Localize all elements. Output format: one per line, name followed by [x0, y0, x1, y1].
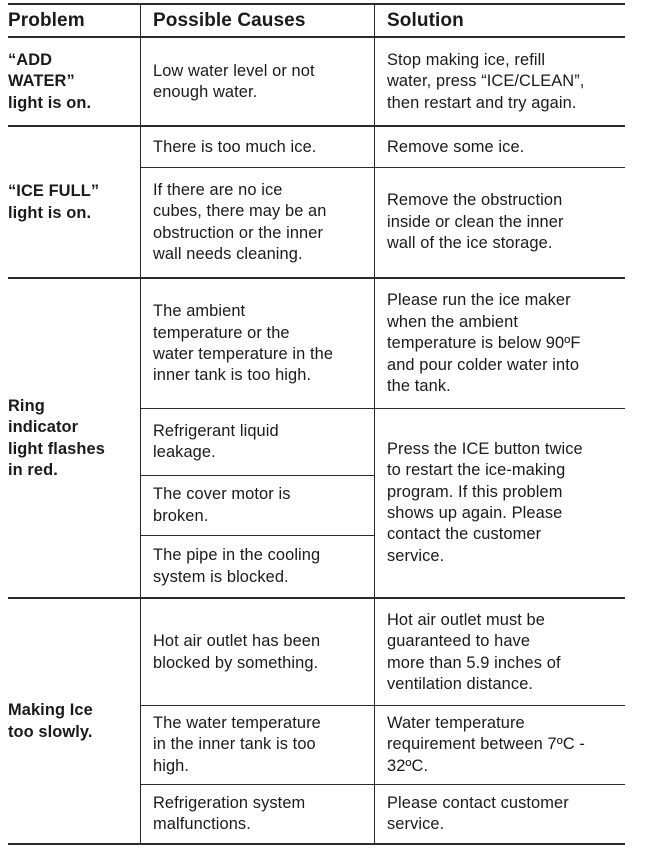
- bottom-border: [8, 843, 625, 845]
- solution-cell: [387, 600, 625, 705]
- cause-text: Refrigeration system malfunctions.: [153, 793, 306, 833]
- solution-text: Press the ICE button twice to restart the ice-making program. If this problem shows up again. Please contact the customer service.: [387, 439, 583, 565]
- solution-cell: [387, 280, 625, 408]
- cause-text: The cover motor is broken.: [153, 485, 291, 525]
- solution-cell: [387, 706, 625, 784]
- solution-text: Please run the ice maker when the ambient temperature is below 90ºF and pour colder water into the tank.: [387, 291, 581, 396]
- problem-cell: [8, 600, 138, 843]
- solution-text: Stop making ice, refill water, press “ICE/CLEAN”, then restart and try again.: [387, 50, 585, 112]
- group-divider: [8, 597, 625, 599]
- cause-text: Low water level or not enough water.: [153, 61, 315, 101]
- cause-text: Hot air outlet has been blocked by something.: [153, 632, 321, 672]
- cause-text: The water temperature in the inner tank is too high.: [153, 713, 321, 775]
- problem-text: Ring indicator light flashes in red.: [8, 396, 105, 479]
- problem-cell: [8, 280, 138, 597]
- shared-solution-cell: [387, 409, 625, 597]
- group-divider: [8, 277, 625, 279]
- solution-text: Water temperature requirement between 7ºC - 32ºC.: [387, 713, 585, 775]
- solution-text: Remove the obstruction inside or clean the inner wall of the ice storage.: [387, 191, 564, 253]
- cause-cell: [153, 600, 373, 705]
- header-problem-text: Problem: [8, 9, 85, 31]
- cause-cell: [153, 476, 373, 535]
- problem-text: “ICE FULL” light is on.: [8, 182, 100, 222]
- problem-cell: [8, 128, 138, 277]
- group-divider: [8, 125, 625, 127]
- cause-text: Refrigerant liquid leakage.: [153, 421, 279, 461]
- column-divider: [140, 4, 141, 844]
- solution-text: Please contact customer service.: [387, 793, 569, 833]
- cause-cell: [153, 785, 373, 843]
- header-solution: [387, 5, 623, 36]
- solution-cell: [387, 785, 625, 843]
- header-possible-causes-text: Possible Causes: [153, 9, 306, 31]
- header-divider: [8, 36, 625, 38]
- solution-text: Remove some ice.: [387, 137, 525, 156]
- problem-text: “ADD WATER” light is on.: [8, 50, 92, 112]
- column-divider: [374, 4, 375, 844]
- solution-cell: [387, 39, 625, 125]
- solution-cell: [387, 128, 625, 167]
- solution-cell: [387, 168, 625, 277]
- cause-cell: [153, 128, 373, 167]
- cause-cell: [153, 280, 373, 408]
- problem-text: Making Ice too slowly.: [8, 701, 93, 741]
- cause-cell: [153, 706, 373, 784]
- solution-text: Hot air outlet must be guaranteed to have more than 5.9 inches of ventilation distance.: [387, 610, 561, 693]
- cause-text: The ambient temperature or the water temperature in the inner tank is too high.: [153, 302, 334, 385]
- cause-text: There is too much ice.: [153, 137, 317, 156]
- cause-cell: [153, 409, 373, 475]
- cause-cell: [153, 536, 373, 597]
- problem-cell: [8, 39, 138, 125]
- header-problem: [8, 5, 138, 36]
- cause-cell: [153, 39, 373, 125]
- cause-cell: [153, 168, 373, 277]
- header-solution-text: Solution: [387, 9, 464, 31]
- cause-text: The pipe in the cooling system is blocked.: [153, 546, 321, 586]
- header-possible-causes: [153, 5, 373, 36]
- cause-text: If there are no ice cubes, there may be an obstruction or the inner wall needs cleaning.: [153, 180, 327, 263]
